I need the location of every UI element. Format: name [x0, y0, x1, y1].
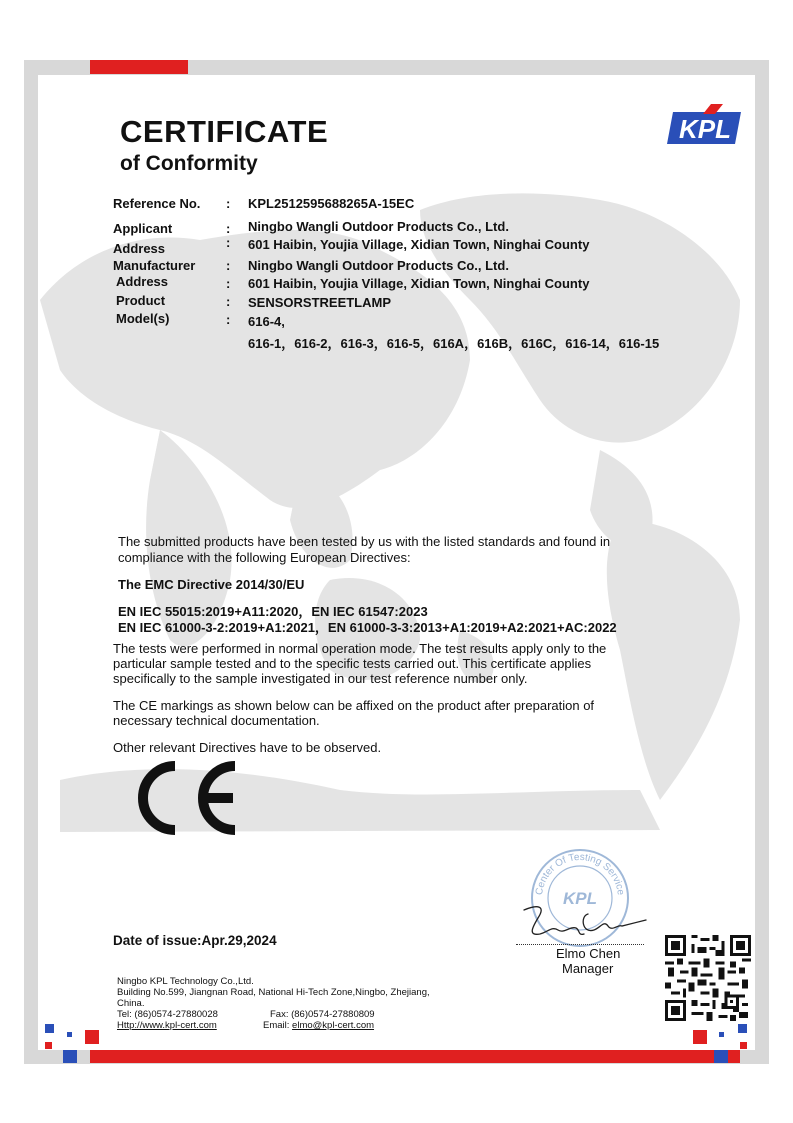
- standards-line-2: EN IEC 61000-3-2:2019+A1:2021，EN 61000-3-3:2013+A1:2019+A2:2021+AC:2022: [118, 620, 617, 635]
- applicant-colon: :: [226, 221, 231, 236]
- applicant-address-colon: :: [226, 235, 231, 250]
- manufacturer-address-value: 601 Haibin, Youjia Village, Xidian Town, Ninghai County: [248, 276, 590, 291]
- footer-fax: Fax: (86)0574-27880809: [270, 1009, 375, 1020]
- manufacturer-address-label: Address: [116, 274, 169, 289]
- manufacturer-address-colon: :: [226, 276, 231, 291]
- tests-line-3: specifically to the sample investigated in our test reference number only.: [113, 671, 528, 686]
- intro-line-2: compliance with the following European Directives:: [118, 550, 411, 565]
- footer-email: [263, 1020, 374, 1031]
- applicant-label: Applicant: [113, 221, 173, 236]
- signatory-title: Manager: [562, 961, 614, 976]
- stamp-logo-text: KPL: [563, 889, 597, 908]
- manufacturer-colon: :: [226, 258, 231, 273]
- models-label: Model(s): [116, 311, 170, 326]
- decor-square: [45, 1042, 52, 1049]
- decor-square: [693, 1030, 707, 1044]
- ce-mark-icon: [135, 760, 245, 836]
- kpl-logo: [665, 104, 745, 153]
- decor-square: [67, 1032, 72, 1037]
- decor-square: [740, 1042, 747, 1049]
- product-colon: :: [226, 294, 231, 309]
- directive-name: The EMC Directive 2014/30/EU: [118, 577, 305, 592]
- qr-code[interactable]: [665, 935, 751, 1021]
- decor-square: [45, 1024, 54, 1033]
- footer-email-link[interactable]: elmo@kpl-cert.com: [292, 1020, 375, 1031]
- ce-marking-line-1: The CE markings as shown below can be affixed on the product after preparation of: [113, 698, 595, 713]
- footer-address-line-1: Building No.599, Jiangnan Road, National Hi-Tech Zone,Ningbo, Zhejiang,: [117, 987, 430, 998]
- applicant-address-value: 601 Haibin, Youjia Village, Xidian Town, Ninghai County: [248, 237, 590, 252]
- certificate-subtitle: of Conformity: [120, 152, 258, 175]
- bottom-red-bar: [90, 1050, 740, 1063]
- footer-tel: Tel: (86)0574-27880028: [117, 1009, 218, 1020]
- intro-line-1: The submitted products have been tested by us with the listed standards and found in: [118, 534, 611, 549]
- footer-company: Ningbo KPL Technology Co.,Ltd.: [117, 976, 254, 987]
- tests-line-1: The tests were performed in normal operation mode. The test results apply only to the: [113, 641, 607, 656]
- models-colon: :: [226, 312, 231, 327]
- decor-square: [719, 1032, 724, 1037]
- applicant-value: Ningbo Wangli Outdoor Products Co., Ltd.: [248, 219, 509, 234]
- kpl-logo-text: KPL: [679, 114, 731, 144]
- footer-website-text[interactable]: Http://www.kpl-cert.com: [117, 1020, 217, 1031]
- tests-line-2: particular sample tested and to the specific tests carried out. This certificate applies: [113, 656, 592, 671]
- standards-line-1: EN IEC 55015:2019+A11:2020，EN IEC 61547:2023: [118, 604, 428, 619]
- applicant-address-label: Address: [113, 241, 166, 256]
- date-of-issue: Date of issue:Apr.29,2024: [113, 933, 277, 948]
- models-line-1: 616-4,: [248, 314, 285, 329]
- manufacturer-label: Manufacturer: [113, 258, 196, 273]
- decor-square: [714, 1050, 728, 1063]
- footer-website-link[interactable]: [117, 1020, 217, 1031]
- footer-address-line-2: China.: [117, 998, 145, 1009]
- footer-email-label: Email:: [263, 1020, 293, 1031]
- reference-label: Reference No.: [113, 196, 201, 211]
- signatory-name: Elmo Chen: [556, 946, 621, 961]
- stamp-ring-text: Center Of Testing Service: [534, 851, 626, 896]
- manufacturer-value: Ningbo Wangli Outdoor Products Co., Ltd.: [248, 258, 509, 273]
- decor-square: [85, 1030, 99, 1044]
- reference-colon: :: [226, 196, 231, 211]
- product-label: Product: [116, 293, 166, 308]
- decor-square: [63, 1050, 77, 1063]
- kpl-logo-mark: [665, 104, 745, 148]
- models-line-2: 616-1，616-2，616-3，616-5，616A，616B，616C，616-14，616-15: [248, 336, 660, 351]
- signature-line: [516, 944, 644, 945]
- product-value: SENSORSTREETLAMP: [248, 295, 392, 310]
- certificate-title: CERTIFICATE: [120, 114, 329, 149]
- reference-value: KPL2512595688265A-15EC: [248, 196, 415, 211]
- decor-square: [738, 1024, 747, 1033]
- other-directives: Other relevant Directives have to be observed.: [113, 740, 382, 755]
- manager-signature: [518, 896, 650, 944]
- ce-marking-line-2: necessary technical documentation.: [113, 713, 320, 728]
